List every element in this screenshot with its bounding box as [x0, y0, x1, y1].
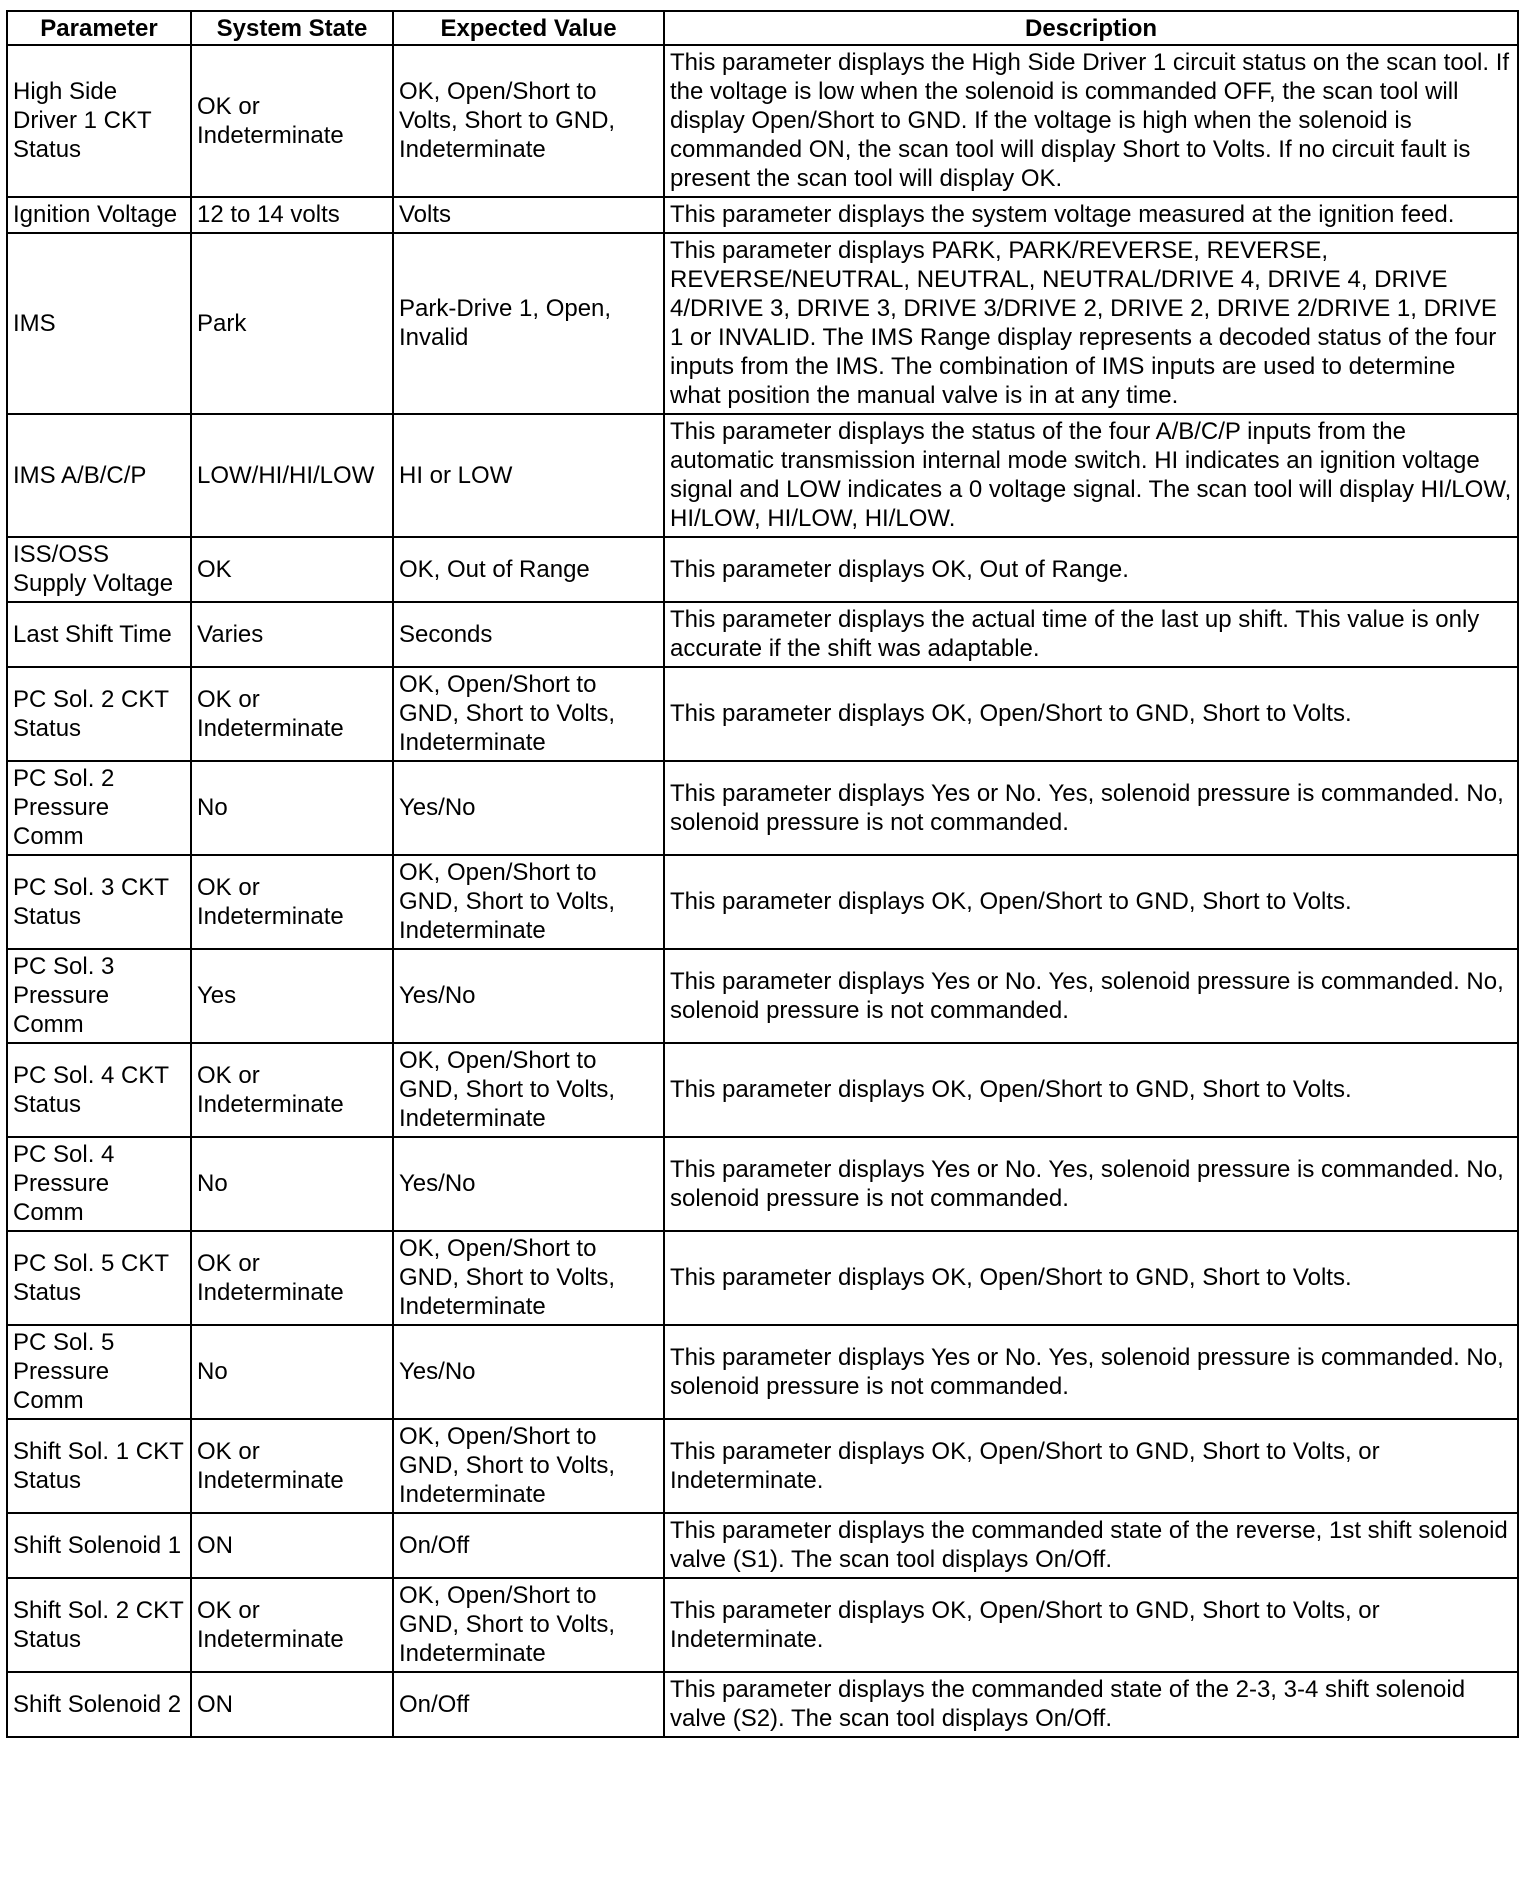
cell-expected-value: Yes/No: [393, 1325, 664, 1419]
cell-system-state: OK or Indeterminate: [191, 855, 393, 949]
table-row: [7, 233, 1518, 414]
cell-description: This parameter displays OK, Open/Short to GND, Short to Volts, or Indeterminate.: [664, 1578, 1518, 1672]
cell-system-state: OK or Indeterminate: [191, 1231, 393, 1325]
cell-system-state: OK or Indeterminate: [191, 1043, 393, 1137]
cell-expected-value: On/Off: [393, 1513, 664, 1578]
cell-description: This parameter displays OK, Open/Short to GND, Short to Volts.: [664, 1231, 1518, 1325]
cell-system-state: OK or Indeterminate: [191, 45, 393, 197]
cell-system-state: Varies: [191, 602, 393, 667]
cell-system-state: No: [191, 1137, 393, 1231]
cell-description: This parameter displays Yes or No. Yes, solenoid pressure is commanded. No, solenoid pressure is not commanded.: [664, 761, 1518, 855]
cell-expected-value: OK, Open/Short to GND, Short to Volts, Indeterminate: [393, 855, 664, 949]
cell-parameter: PC Sol. 3 CKT Status: [7, 855, 191, 949]
cell-parameter: Shift Sol. 1 CKT Status: [7, 1419, 191, 1513]
cell-description: This parameter displays PARK, PARK/REVERSE, REVERSE, REVERSE/NEUTRAL, NEUTRAL, NEUTRAL/DRIVE 4, DRIVE 4, DRIVE 4/DRIVE 3, DRIVE 3, DRIVE 3/DRIVE 2, DRIVE 2, DRIVE 2/DRIVE 1, DRIVE 1 or INVALID. The IMS Range display represents a decoded status of the four inputs from the IMS. The combination of IMS inputs are used to determine what position the manual valve is in at any time.: [664, 233, 1518, 414]
cell-expected-value: OK, Open/Short to GND, Short to Volts, Indeterminate: [393, 1231, 664, 1325]
cell-description: This parameter displays Yes or No. Yes, solenoid pressure is commanded. No, solenoid pressure is not commanded.: [664, 949, 1518, 1043]
cell-expected-value: Yes/No: [393, 949, 664, 1043]
cell-expected-value: Park-Drive 1, Open, Invalid: [393, 233, 664, 414]
cell-expected-value: OK, Open/Short to GND, Short to Volts, Indeterminate: [393, 1419, 664, 1513]
table-row: [7, 537, 1518, 602]
table-row: [7, 1137, 1518, 1231]
cell-description: This parameter displays the actual time of the last up shift. This value is only accurate if the shift was adaptable.: [664, 602, 1518, 667]
cell-system-state: No: [191, 761, 393, 855]
header-system-state: System State: [191, 11, 393, 45]
table-row: [7, 602, 1518, 667]
cell-description: This parameter displays the commanded state of the reverse, 1st shift solenoid valve (S1). The scan tool displays On/Off.: [664, 1513, 1518, 1578]
cell-system-state: Yes: [191, 949, 393, 1043]
header-parameter: Parameter: [7, 11, 191, 45]
cell-parameter: PC Sol. 5 Pressure Comm: [7, 1325, 191, 1419]
cell-description: This parameter displays Yes or No. Yes, solenoid pressure is commanded. No, solenoid pressure is not commanded.: [664, 1325, 1518, 1419]
cell-system-state: OK: [191, 537, 393, 602]
table-row: [7, 1419, 1518, 1513]
cell-parameter: Last Shift Time: [7, 602, 191, 667]
cell-expected-value: OK, Out of Range: [393, 537, 664, 602]
cell-description: This parameter displays the High Side Driver 1 circuit status on the scan tool. If the voltage is low when the solenoid is commanded OFF, the scan tool will display Open/Short to GND. If the voltage is high when the solenoid is commanded ON, the scan tool will display Short to Volts. If no circuit fault is present the scan tool will display OK.: [664, 45, 1518, 197]
table-row: [7, 855, 1518, 949]
cell-parameter: PC Sol. 4 Pressure Comm: [7, 1137, 191, 1231]
cell-expected-value: HI or LOW: [393, 414, 664, 537]
cell-description: This parameter displays the system voltage measured at the ignition feed.: [664, 197, 1518, 233]
cell-expected-value: OK, Open/Short to GND, Short to Volts, Indeterminate: [393, 1043, 664, 1137]
table-row: [7, 761, 1518, 855]
cell-expected-value: Seconds: [393, 602, 664, 667]
cell-system-state: OK or Indeterminate: [191, 667, 393, 761]
table-row: [7, 414, 1518, 537]
header-row: [7, 11, 1518, 45]
cell-system-state: 12 to 14 volts: [191, 197, 393, 233]
table-row: [7, 667, 1518, 761]
header-description: Description: [664, 11, 1518, 45]
cell-parameter: IMS: [7, 233, 191, 414]
cell-description: This parameter displays OK, Open/Short to GND, Short to Volts.: [664, 855, 1518, 949]
cell-expected-value: Volts: [393, 197, 664, 233]
cell-system-state: ON: [191, 1513, 393, 1578]
cell-parameter: Shift Solenoid 1: [7, 1513, 191, 1578]
cell-expected-value: OK, Open/Short to GND, Short to Volts, Indeterminate: [393, 667, 664, 761]
cell-system-state: Park: [191, 233, 393, 414]
table-row: [7, 1513, 1518, 1578]
cell-expected-value: Yes/No: [393, 1137, 664, 1231]
cell-system-state: ON: [191, 1672, 393, 1737]
table-row: [7, 1043, 1518, 1137]
cell-description: This parameter displays OK, Out of Range.: [664, 537, 1518, 602]
cell-parameter: PC Sol. 2 Pressure Comm: [7, 761, 191, 855]
cell-parameter: IMS A/B/C/P: [7, 414, 191, 537]
table-row: [7, 197, 1518, 233]
cell-parameter: PC Sol. 2 CKT Status: [7, 667, 191, 761]
cell-expected-value: On/Off: [393, 1672, 664, 1737]
cell-system-state: OK or Indeterminate: [191, 1578, 393, 1672]
cell-description: This parameter displays OK, Open/Short to GND, Short to Volts, or Indeterminate.: [664, 1419, 1518, 1513]
parameter-table: [6, 10, 1519, 1738]
table-row: [7, 1231, 1518, 1325]
cell-description: This parameter displays the commanded state of the 2-3, 3-4 shift solenoid valve (S2). The scan tool displays On/Off.: [664, 1672, 1518, 1737]
header-expected-value: Expected Value: [393, 11, 664, 45]
table-row: [7, 45, 1518, 197]
cell-system-state: No: [191, 1325, 393, 1419]
cell-system-state: OK or Indeterminate: [191, 1419, 393, 1513]
cell-parameter: Shift Sol. 2 CKT Status: [7, 1578, 191, 1672]
cell-parameter: PC Sol. 3 Pressure Comm: [7, 949, 191, 1043]
cell-parameter: ISS/OSS Supply Voltage: [7, 537, 191, 602]
cell-system-state: LOW/HI/HI/LOW: [191, 414, 393, 537]
cell-expected-value: OK, Open/Short to GND, Short to Volts, Indeterminate: [393, 1578, 664, 1672]
table-row: [7, 1325, 1518, 1419]
cell-description: This parameter displays Yes or No. Yes, solenoid pressure is commanded. No, solenoid pressure is not commanded.: [664, 1137, 1518, 1231]
cell-parameter: Shift Solenoid 2: [7, 1672, 191, 1737]
table-row: [7, 1578, 1518, 1672]
document-page: [6, 10, 1517, 1738]
cell-description: This parameter displays OK, Open/Short to GND, Short to Volts.: [664, 1043, 1518, 1137]
cell-expected-value: OK, Open/Short to Volts, Short to GND, Indeterminate: [393, 45, 664, 197]
cell-parameter: PC Sol. 4 CKT Status: [7, 1043, 191, 1137]
table-row: [7, 1672, 1518, 1737]
cell-parameter: PC Sol. 5 CKT Status: [7, 1231, 191, 1325]
cell-parameter: High Side Driver 1 CKT Status: [7, 45, 191, 197]
cell-parameter: Ignition Voltage: [7, 197, 191, 233]
cell-description: This parameter displays the status of the four A/B/C/P inputs from the automatic transmission internal mode switch. HI indicates an ignition voltage signal and LOW indicates a 0 voltage signal. The scan tool will display HI/LOW, HI/LOW, HI/LOW, HI/LOW.: [664, 414, 1518, 537]
table-row: [7, 949, 1518, 1043]
cell-expected-value: Yes/No: [393, 761, 664, 855]
cell-description: This parameter displays OK, Open/Short to GND, Short to Volts.: [664, 667, 1518, 761]
